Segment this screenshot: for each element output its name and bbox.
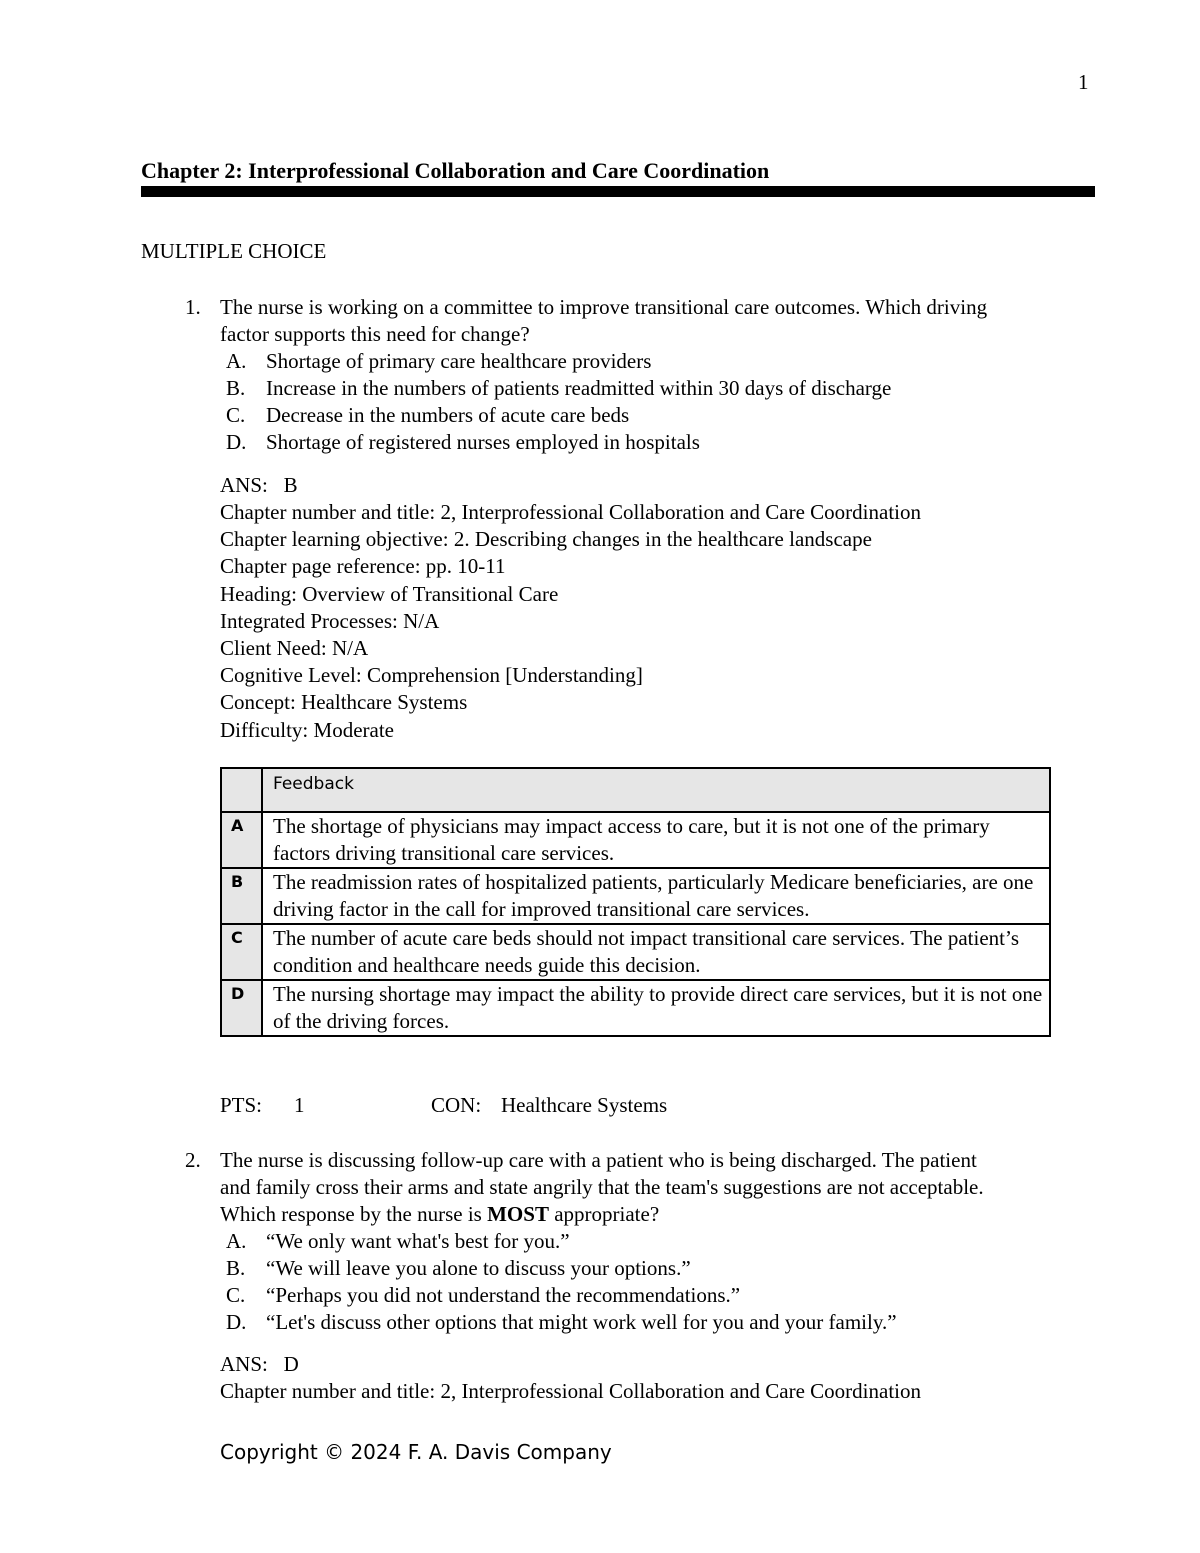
meta-cognitive-level: Cognitive Level: Comprehension [Understanding] — [220, 663, 643, 688]
feedback-table — [220, 767, 1051, 1037]
question-1-answer: ANS: B — [220, 473, 298, 497]
question-2-number: 2. — [185, 1148, 201, 1172]
feedback-text: The nursing shortage may impact the ability to provide direct care services, but it is not one of the driving forces. — [262, 980, 1050, 1036]
stem-text: Which response by the nurse is — [220, 1202, 488, 1226]
option-text: Shortage of primary care healthcare providers — [266, 349, 652, 373]
option-letter: B. — [226, 1256, 246, 1280]
concept-label: CON: — [431, 1093, 482, 1117]
option-letter: D. — [226, 1310, 247, 1334]
stem-emphasis: MOST — [487, 1202, 549, 1226]
question-1-number: 1. — [185, 295, 201, 319]
feedback-header-blank — [221, 768, 262, 812]
meta-heading: Heading: Overview of Transitional Care — [220, 581, 559, 606]
feedback-letter: C — [221, 924, 262, 980]
chapter-title: Chapter 2: Interprofessional Collaboration and Care Coordination — [141, 158, 770, 183]
question-1-metadata — [220, 499, 921, 744]
meta-concept: Concept: Healthcare Systems — [220, 690, 468, 715]
copyright-footer: Copyright © 2024 F. A. Davis Company — [220, 1440, 612, 1464]
meta-chapter-title: Chapter number and title: 2, Interprofessional Collaboration and Care Coordination — [220, 500, 921, 524]
option-letter: B. — [226, 376, 246, 400]
option-text: “Perhaps you did not understand the recommendations.” — [266, 1283, 741, 1307]
question-2-stem-line-2: and family cross their arms and state angrily that the team's suggestions are not acceptable. — [220, 1175, 984, 1199]
question-2-meta-chapter-title: Chapter number and title: 2, Interprofessional Collaboration and Care Coordination — [220, 1379, 921, 1403]
feedback-header-row — [221, 768, 1050, 812]
meta-client-need: Client Need: N/A — [220, 636, 369, 661]
option-text: Increase in the numbers of patients readmitted within 30 days of discharge — [266, 376, 892, 400]
feedback-row-a — [221, 812, 1050, 868]
option-text: Decrease in the numbers of acute care beds — [266, 403, 630, 427]
title-rule — [141, 186, 1095, 197]
meta-difficulty: Difficulty: Moderate — [220, 717, 394, 742]
feedback-text: The number of acute care beds should not impact transitional care services. The patient’s condition and healthcare needs guide this decision. — [262, 924, 1050, 980]
feedback-row-d — [221, 980, 1050, 1036]
page-number: 1 — [1078, 70, 1089, 94]
option-text: “Let's discuss other options that might work well for you and your family.” — [266, 1310, 897, 1334]
option-text: “We only want what's best for you.” — [266, 1229, 570, 1253]
option-text: “We will leave you alone to discuss your options.” — [266, 1256, 691, 1280]
option-letter: A. — [226, 349, 247, 373]
meta-page-reference: Chapter page reference: pp. 10-11 — [220, 554, 506, 579]
question-2-answer: ANS: D — [220, 1352, 299, 1376]
meta-integrated-processes: Integrated Processes: N/A — [220, 608, 440, 633]
option-letter: C. — [226, 403, 246, 427]
question-1-stem-line-2: factor supports this need for change? — [220, 322, 530, 346]
feedback-row-c — [221, 924, 1050, 980]
feedback-letter: B — [221, 868, 262, 924]
question-2-stem-line-1: The nurse is discussing follow-up care with a patient who is being discharged. The patient — [220, 1148, 977, 1172]
feedback-text: The readmission rates of hospitalized patients, particularly Medicare beneficiaries, are one driving factor in the call for improved transitional care services. — [262, 868, 1050, 924]
option-text: Shortage of registered nurses employed in hospitals — [266, 430, 700, 454]
stem-text: appropriate? — [548, 1202, 660, 1226]
meta-learning-objective: Chapter learning objective: 2. Describing changes in the healthcare landscape — [220, 527, 872, 552]
question-2-stem-line-3 — [220, 1201, 659, 1228]
option-letter: C. — [226, 1283, 246, 1307]
points-value: 1 — [294, 1093, 305, 1117]
feedback-header: Feedback — [262, 768, 1050, 812]
question-1-stem-line-1: The nurse is working on a committee to improve transitional care outcomes. Which driving — [220, 295, 988, 319]
feedback-text: The shortage of physicians may impact access to care, but it is not one of the primary factors driving transitional care services. — [262, 812, 1050, 868]
option-letter: A. — [226, 1229, 247, 1253]
feedback-letter: D — [221, 980, 262, 1036]
feedback-letter: A — [221, 812, 262, 868]
section-heading: MULTIPLE CHOICE — [141, 239, 327, 263]
points-label: PTS: — [220, 1093, 263, 1117]
option-letter: D. — [226, 430, 247, 454]
feedback-row-b — [221, 868, 1050, 924]
concept-value: Healthcare Systems — [501, 1093, 668, 1117]
